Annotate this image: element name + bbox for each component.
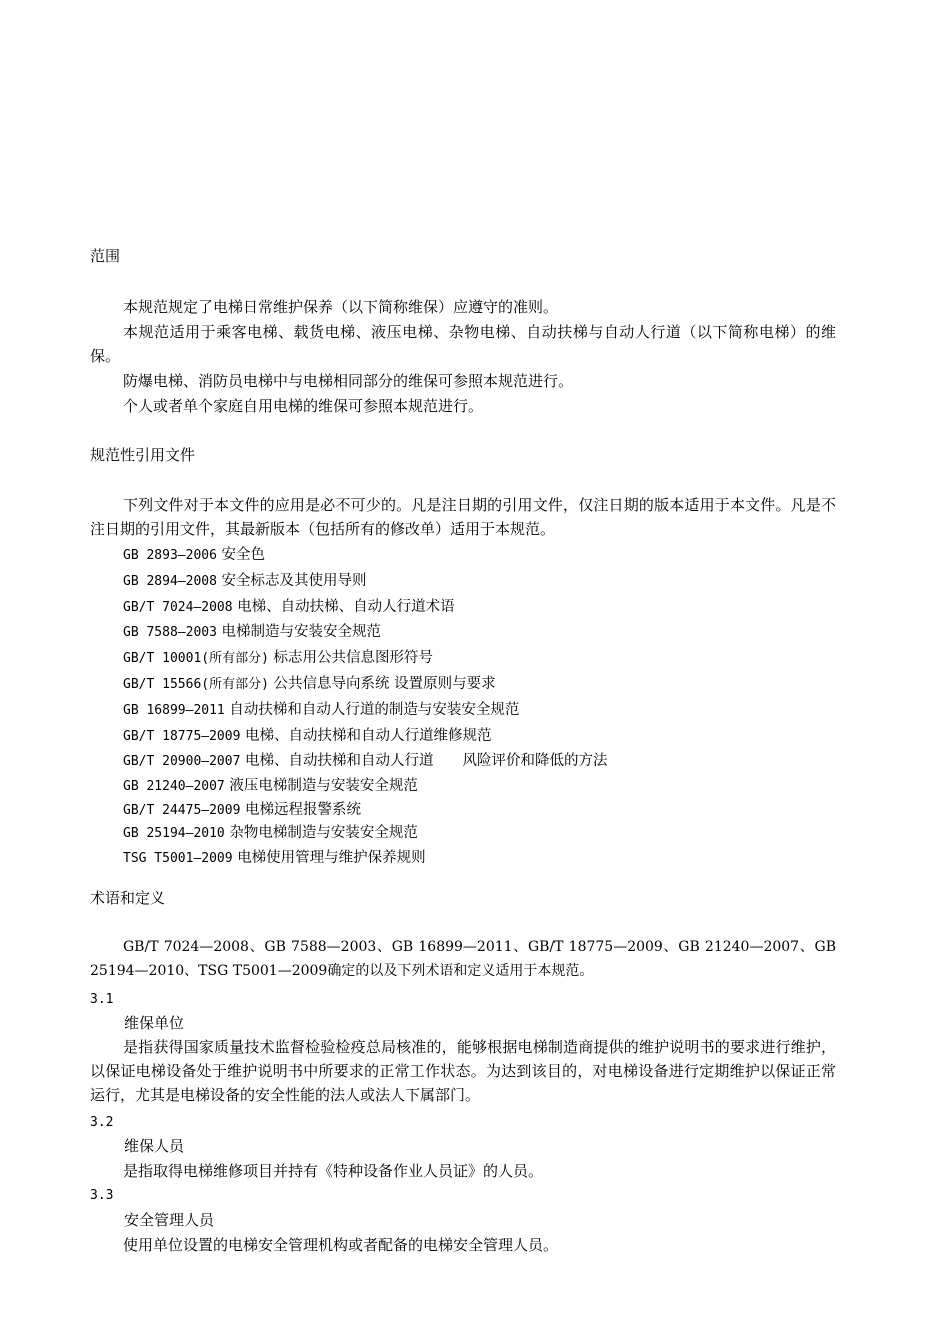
scope-paragraph: 本规范适用于乘客电梯、载货电梯、液压电梯、杂物电梯、自动扶梯与自动人行道（以下简称电梯）的维保。 xyxy=(90,323,836,365)
reference-title: 电梯使用管理与维护保养规则 xyxy=(237,849,426,866)
reference-item xyxy=(123,724,608,750)
reference-title: 安全色 xyxy=(221,547,266,563)
scope-paragraph: 本规范规定了电梯日常维护保养（以下简称维保）应遵守的准则。 xyxy=(123,298,559,316)
reference-title: 电梯制造与安装安全规范 xyxy=(221,624,382,641)
reference-code: GB 16899—2011 xyxy=(123,702,225,718)
reference-title: 标志用公共信息图形符号 xyxy=(273,650,434,667)
terms-intro: GB/T 7024—2008、GB 7588—2003、GB 16899—2011、GB/T 18775—2009、GB 21240—2007、GB 25194—2010、TSG T5001—2009确定的以及下列术语和定义适用于本规范。 xyxy=(90,939,836,979)
reference-item xyxy=(123,569,608,595)
term-number: 3.1 xyxy=(90,992,114,1007)
reference-code: GB/T 15566(所有部分) xyxy=(123,676,269,692)
reference-item xyxy=(123,620,608,646)
reference-code: GB/T 20900—2007 xyxy=(123,754,241,770)
term-definition: 使用单位设置的电梯安全管理机构或者配备的电梯安全管理人员。 xyxy=(123,1236,559,1254)
reference-title: 电梯、自动扶梯和自动人行道维修规范 xyxy=(245,727,492,744)
section-heading-references: 规范性引用文件 xyxy=(90,446,196,464)
reference-title: 自动扶梯和自动人行道的制造与安装安全规范 xyxy=(229,701,520,718)
reference-title: 液压电梯制造与安装安全规范 xyxy=(229,778,418,795)
reference-code: GB/T 7024—2008 xyxy=(123,599,233,615)
reference-code: GB 25194—2010 xyxy=(123,826,225,842)
reference-code: GB/T 18775—2009 xyxy=(123,728,241,744)
section-heading-scope: 范围 xyxy=(90,247,121,265)
term-definition: 是指获得国家质量技术监督检验检疫总局核准的，能够根据电梯制造商提供的维护说明书的要求进行维护，以保证电梯设备处于维护说明书中所要求的正常工作状态。为达到该目的，对电梯设备进行定期维护以保证正常运行，尤其是电梯设备的安全性能的法人或法人下属部门。 xyxy=(90,1038,836,1104)
reference-title: 杂物电梯制造与安装安全规范 xyxy=(229,825,418,842)
reference-list xyxy=(123,543,608,871)
reference-item xyxy=(123,775,608,799)
reference-item xyxy=(123,646,608,672)
scope-paragraph: 防爆电梯、消防员电梯中与电梯相同部分的维保可参照本规范进行。 xyxy=(123,372,574,390)
reference-title: 安全标志及其使用导则 xyxy=(221,572,367,589)
term-name: 维保人员 xyxy=(124,1137,185,1155)
scope-paragraph: 个人或者单个家庭自用电梯的维保可参照本规范进行。 xyxy=(123,397,484,415)
reference-code: GB/T 10001(所有部分) xyxy=(123,651,269,667)
reference-code: GB 2894—2008 xyxy=(123,573,217,589)
reference-item xyxy=(123,846,608,871)
term-name: 安全管理人员 xyxy=(124,1211,215,1229)
reference-code: GB 7588—2003 xyxy=(123,625,217,641)
reference-item xyxy=(123,698,608,724)
reference-code: GB/T 24475—2009 xyxy=(123,802,241,818)
reference-title: 公共信息导向系统 设置原则与要求 xyxy=(273,675,496,692)
reference-code: GB 21240—2007 xyxy=(123,779,225,795)
reference-item xyxy=(123,543,608,569)
reference-code: GB 2893—2006 xyxy=(123,548,217,563)
reference-item xyxy=(123,672,608,698)
term-definition: 是指取得电梯维修项目并持有《特种设备作业人员证》的人员。 xyxy=(123,1162,544,1180)
reference-title: 电梯远程报警系统 xyxy=(245,801,362,818)
term-number: 3.3 xyxy=(90,1188,114,1203)
reference-item xyxy=(123,822,608,846)
reference-item xyxy=(123,799,608,823)
term-name: 维保单位 xyxy=(124,1014,185,1032)
reference-title: 电梯、自动扶梯和自动人行道 风险评价和降低的方法 xyxy=(245,753,608,770)
reference-code: TSG T5001—2009 xyxy=(123,850,233,866)
reference-item xyxy=(123,749,608,775)
reference-title: 电梯、自动扶梯、自动人行道术语 xyxy=(237,598,455,615)
references-intro: 下列文件对于本文件的应用是必不可少的。凡是注日期的引用文件，仅注日期的版本适用于本文件。凡是不注日期的引用文件，其最新版本（包括所有的修改单）适用于本规范。 xyxy=(90,496,836,538)
reference-item xyxy=(123,595,608,621)
section-heading-terms: 术语和定义 xyxy=(90,889,166,907)
term-number: 3.2 xyxy=(90,1115,114,1130)
